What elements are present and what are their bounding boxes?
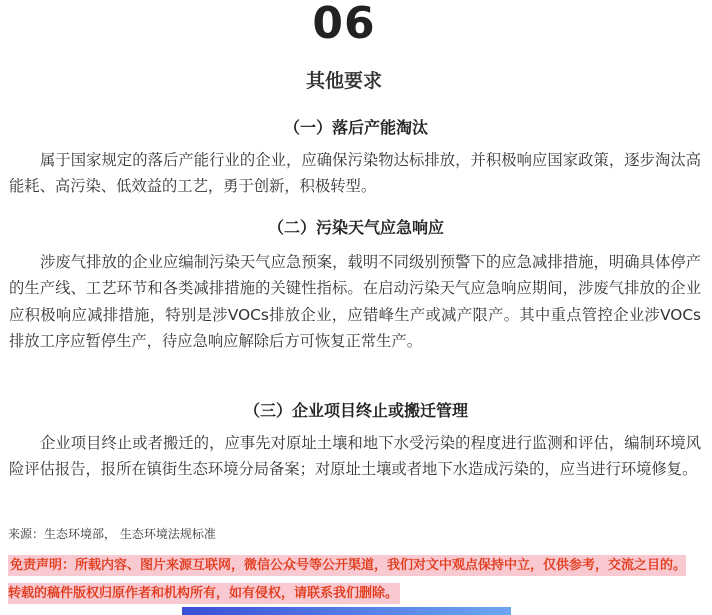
bottom-banner — [182, 607, 511, 615]
subsection-heading-3: （三）企业项目终止或搬迁管理 — [243, 401, 468, 420]
source-note: 来源：生态环境部， 生态环境法规标准 — [8, 527, 216, 541]
disclaimer-text: 免责声明：所载内容、图片来源互联网，微信公众号等公开渠道，我们对文中观点保持中立，仅供参考，交流之目的。转载的稿件版权归原作者和机构所有，如有侵权，请联系我们删除。 — [8, 555, 686, 604]
subsection-body-3: 企业项目终止或者搬迁的，应事先对原址土壤和地下水受污染的程度进行监测和评估，编制环境风险评估报告，报所在镇街生态环境分局备案；对原址土壤或者地下水造成污染的，应当进行环境修复。 — [9, 434, 701, 479]
subsection-body-1: 属于国家规定的落后产能行业的企业，应确保污染物达标排放，并积极响应国家政策，逐步淘汰高能耗、高污染、低效益的工艺，勇于创新，积极转型。 — [9, 151, 701, 196]
section-title: 其他要求 — [305, 70, 382, 92]
subsection-body-2: 涉废气排放的企业应编制污染天气应急预案，载明不同级别预警下的应急减排措施，明确具体停产的生产线、工艺环节和各类减排措施的关键性指标。在启动污染天气应急响应期间，涉废气排放的企业应积极响应减排措施，特别是涉VOCs排放企业，应错峰生产或减产限产。其中重点管控企业涉VOCs排放工序应暂停生产，待应急响应解除后方可恢复正常生产。 — [9, 253, 701, 351]
disclaimer — [8, 552, 698, 608]
subsection-heading-1: （一）落后产能淘汰 — [283, 118, 428, 137]
section-number: 06 — [312, 0, 376, 49]
subsection-heading-2: （二）污染天气应急响应 — [267, 218, 444, 237]
